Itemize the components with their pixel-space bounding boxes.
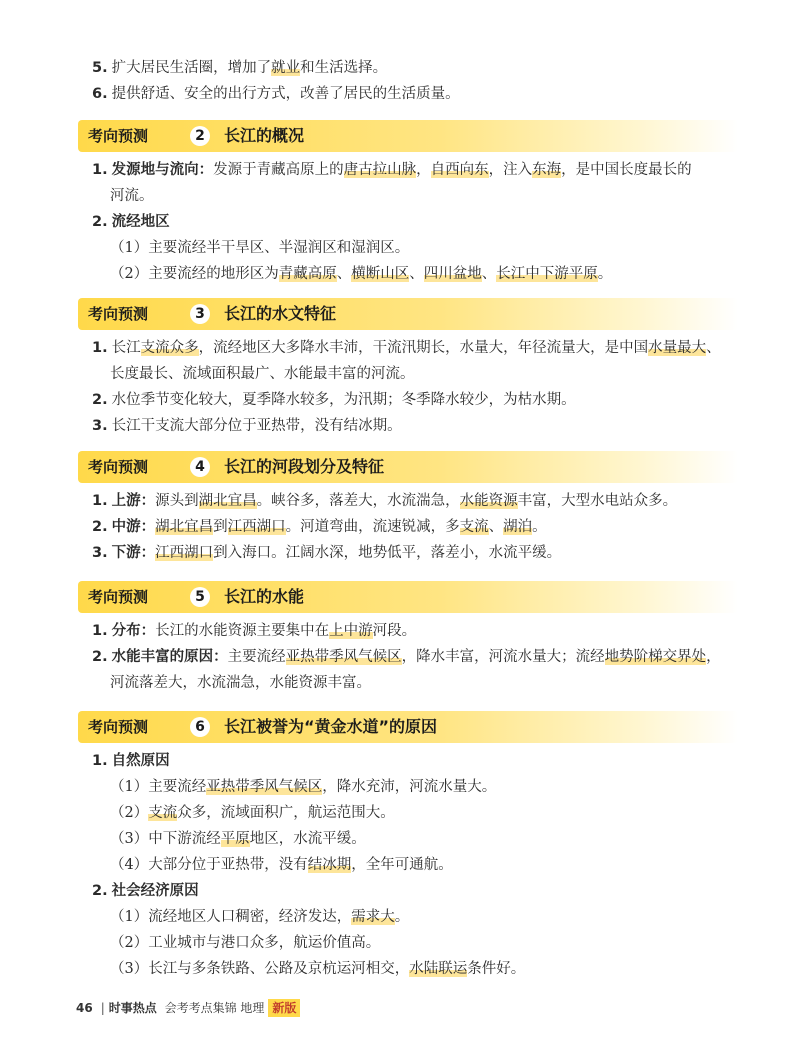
section-number: 4 xyxy=(190,457,210,477)
page-number: 46 xyxy=(76,1001,93,1015)
section-title: 长江的河段划分及特征 xyxy=(224,457,385,476)
section-title: 长江被誉为“黄金水道”的原因 xyxy=(224,717,438,736)
section-number: 5 xyxy=(190,587,210,607)
section-title: 长江的水文特征 xyxy=(224,304,337,323)
list-item: 2. 流经地区 xyxy=(92,214,170,230)
section-number: 6 xyxy=(190,717,210,737)
section-tag: 考向预测 xyxy=(88,718,149,736)
sub-item: （2）主要流经的地形区为青藏高原、横断山区、四川盆地、长江中下游平原。 xyxy=(110,266,613,282)
list-item-continued: 河流。 xyxy=(110,188,154,204)
list-item: 3. 长江干支流大部分位于亚热带，没有结冰期。 xyxy=(92,418,402,434)
section-tag: 考向预测 xyxy=(88,127,149,145)
list-item-continued: 长度最长、流域面积最广、水能最丰富的河流。 xyxy=(110,366,415,382)
sub-item: （4）大部分位于亚热带，没有结冰期，全年可通航。 xyxy=(110,857,453,873)
section-header xyxy=(78,581,738,613)
list-item: 1. 自然原因 xyxy=(92,753,170,769)
list-item: 1. 上游：源头到湖北宜昌。峡谷多，落差大，水流湍急，水能资源丰富，大型水电站众多。 xyxy=(92,493,678,509)
sub-item: （1）主要流经亚热带季风气候区，降水充沛，河流水量大。 xyxy=(110,779,497,795)
book-title: 会考考点集锦 地理 xyxy=(164,1001,265,1015)
section-header xyxy=(78,711,738,743)
list-item: 1. 长江支流众多，流经地区大多降水丰沛，干流汛期长，水量大，年径流量大，是中国水量最大、 xyxy=(92,340,721,356)
list-item: 3. 下游：江西湖口到入海口。江阔水深，地势低平，落差小，水流平缓。 xyxy=(92,545,562,561)
list-item: 2. 水能丰富的原因：主要流经亚热带季风气候区，降水丰富，河流水量大；流经地势阶梯交界处， xyxy=(92,649,721,665)
series-name: 时事热点 xyxy=(108,1001,157,1015)
section-tag: 考向预测 xyxy=(88,458,149,476)
edition-badge: 新版 xyxy=(268,999,300,1017)
section-header xyxy=(78,298,738,330)
sub-item: （3）中下游流经平原地区，水流平缓。 xyxy=(110,831,366,847)
section-tag: 考向预测 xyxy=(88,305,149,323)
list-item: 2. 社会经济原因 xyxy=(92,883,199,899)
section-header xyxy=(78,120,738,152)
sub-item: （2）工业城市与港口众多，航运价值高。 xyxy=(110,935,381,951)
sub-item: （3）长江与多条铁路、公路及京杭运河相交，水陆联运条件好。 xyxy=(110,961,526,977)
section-number: 2 xyxy=(190,126,210,146)
section-number: 3 xyxy=(190,304,210,324)
list-item: 5. 扩大居民生活圈，增加了就业和生活选择。 xyxy=(92,60,388,76)
section-tag: 考向预测 xyxy=(88,588,149,606)
sub-item: （1）流经地区人口稠密，经济发达，需求大。 xyxy=(110,909,410,925)
section-title: 长江的概况 xyxy=(224,126,305,145)
sub-item: （2）支流众多，流域面积广，航运范围大。 xyxy=(110,805,395,821)
page-footer: 46 | 时事热点 会考考点集锦 地理 新版 xyxy=(76,997,300,1019)
list-item: 1. 发源地与流向：发源于青藏高原上的唐古拉山脉，自西向东，注入东海，是中国长度最长的 xyxy=(92,162,692,178)
list-item-continued: 河流落差大，水流湍急，水能资源丰富。 xyxy=(110,675,371,691)
sub-item: （1）主要流经半干旱区、半湿润区和湿润区。 xyxy=(110,240,410,256)
list-item: 2. 中游：湖北宜昌到江西湖口。河道弯曲，流速锐减，多支流、湖泊。 xyxy=(92,519,547,535)
section-title: 长江的水能 xyxy=(224,587,305,606)
list-item: 2. 水位季节变化较大，夏季降水较多，为汛期；冬季降水较少，为枯水期。 xyxy=(92,392,576,408)
list-item: 6. 提供舒适、安全的出行方式，改善了居民的生活质量。 xyxy=(92,86,460,102)
section-header xyxy=(78,451,738,483)
list-item: 1. 分布：长江的水能资源主要集中在上中游河段。 xyxy=(92,623,417,639)
